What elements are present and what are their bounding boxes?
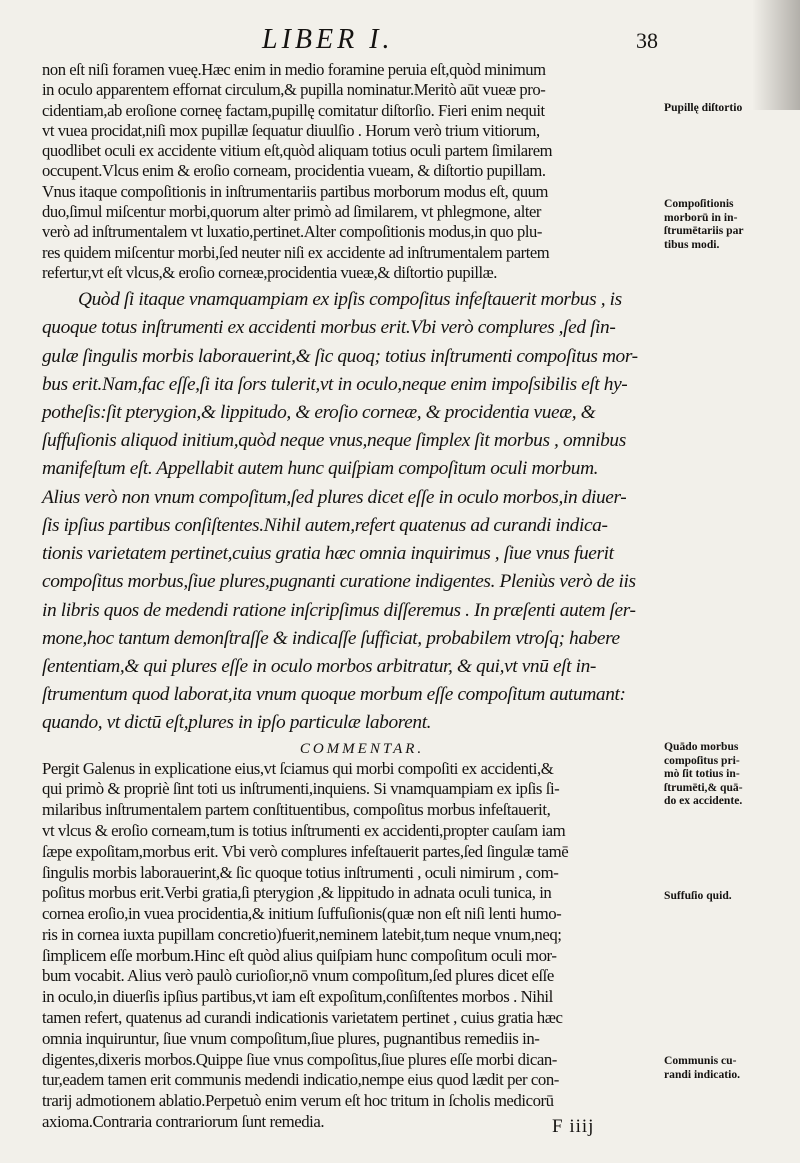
main-text-block [42,60,662,1133]
text-line: poſitus morbus erit.Verbi gratia,ſi pterygion ,& lippitudo in adnata oculi tunica, in [42,883,552,903]
margin-note-line: Quādo morbus [664,740,739,753]
text-line: vt vuea procidat,niſi mox pupillæ ſequatur diuulſio . Horum verò trium vitiorum, [42,120,540,140]
text-line: in oculo,in diuerſis ipſius partibus,vt iam eſt expoſitum,conſiſtentes morbos . Nihil [42,987,553,1007]
commentary-heading: COMMENTAR. [299,740,425,757]
margin-note-line: Compoſitionis [664,197,734,210]
text-line: gulæ ſingulis morbis laborauerint,& ſic quoq; totius inſtrumenti compoſitus mor- [42,345,638,367]
text-line: in libris quos de medendi ratione inſcripſimus diſſeremus . In præſenti autem ſer- [42,599,636,621]
text-line: vt vlcus & eroſio corneam,tum is totius inſtrumenti ex accidenti,propter cauſam iam [42,820,566,840]
margin-note-line: Communis cu- [664,1054,737,1067]
margin-note-suffusion [664,889,796,903]
text-line: cornea eroſio,in vuea procidentia,& initium ſuffuſionis(quæ non eſt niſi lenti humo- [42,904,562,924]
margin-note-line: Suffuſio quid. [664,889,732,902]
page-header [0,22,800,62]
text-line: manifeſtum eſt. Appellabit autem hunc quiſpiam compoſitum oculi morbum. [42,458,599,480]
folio-number: 38 [636,28,658,53]
text-line: ſtrumentum quod laborat,ita vnum quoque morbum eſſe compoſitum autumant: [42,684,626,706]
text-line: digentes,dixeris morbos.Quippe ſiue vnus compoſitus,ſiue plures eſſe morbi dican- [42,1049,557,1069]
text-line: tamen refert, quatenus ad curandi indicationis varietatem pertinet , cuius gratia hæc [42,1008,563,1028]
text-line: milaribus inſtrumentalem partem conſtituentibus, compoſitus morbus infeſtauerit, [42,800,551,820]
text-line: bus erit.Nam,fac eſſe,ſi ita ſors tulerit,vt in oculo,neque enim impoſsibilis eſt hy- [42,373,628,395]
paragraph-galen-italic [42,286,662,737]
margin-note-line: Pupillę diſtortio [664,101,743,114]
margin-note-composition-modes [664,197,796,251]
margin-note-line: morborū in in- [664,210,738,224]
text-line: res quidem miſcentur morbi,ſed neuter niſi ex accidente ad inſtrumentalem partem [42,242,550,262]
paragraph-roman [42,60,662,283]
text-line: ſimplicem eſſe morbum.Hinc eſt quòd alius quiſpiam hunc compoſitum oculi mor- [42,945,557,965]
margin-note-line: ſtrumēti,& quā- [664,780,743,794]
text-line: Pergit Galenus in explicatione eius,vt ſciamus qui morbi compoſiti ex accidenti,& [42,758,554,778]
margin-note-pupil-distortion [664,101,796,115]
paragraph-commentary [42,759,662,1133]
running-title: LIBER I. [262,24,394,55]
text-line: ſingulis morbis laborauerint,& ſic quoque totius inſtrumenti , oculi nimirum , com- [42,862,559,882]
text-line: Alius verò non vnum compoſitum,ſed plures dicet eſſe in oculo morbos,in diuer- [42,486,627,508]
text-line: in oculo apparentem effornat circulum,& pupilla nominatur.Meritò aūt vueæ pro- [42,80,546,100]
text-line: quando, vt dictū eſt,plures in ipſo particulæ laborent. [42,712,432,734]
text-line: cidentiam,ab eroſione corneę factam,pupillę comitatur diſtorſio. Fieri enim nequit [42,100,545,120]
text-line: axioma.Contraria contrariorum ſunt remedia. [42,1112,325,1132]
text-line: Quòd ſi itaque vnamquampiam ex ipſis compoſitus infeſtauerit morbus , is [78,289,622,311]
margin-note-line: do ex accidente. [664,794,743,807]
margin-note-common-indication [664,1054,796,1081]
text-line: ſæpe expoſitam,morbus erit. Vbi verò complures infeſtauerit partes,ſed ſingulæ tamē [42,841,569,861]
margin-note-line: mò ſit totius in- [664,767,740,780]
text-line: non eſt niſi foramen vueę.Hæc enim in medio foramine peruia eſt,quòd minimum [42,60,546,79]
text-line: bum vocabit. Alius verò paulò curioſior,nō vnum compoſitum,ſed plures dicet eſſe [42,966,554,986]
margin-note-line: compoſitus pri- [664,753,740,767]
margin-note-line: randi indicatio. [664,1067,741,1081]
text-line: omnia inquiruntur, ſiue vnum compoſitum,ſiue plures, pugnantibus remediis in- [42,1028,540,1048]
text-line: ſententiam,& qui plures eſſe in oculo morbos arbitratur, & qui,vt vnū eſt in- [42,655,596,677]
text-line: tur,eadem tamen erit communis medendi indicatio,nempe eius quod lædit per con- [42,1070,559,1090]
text-line: refertur,vt eſt vlcus,& eroſio corneæ,procidentia vueæ,& diſtortio pupillæ. [42,262,497,282]
text-line: ſuffuſionis aliquod initium,quòd neque vnus,neque ſimplex ſit morbus , omnibus [42,430,626,452]
signature-mark: F iiij [552,1116,595,1137]
margin-note-composite-disease [664,740,796,808]
margin-note-line: tibus modi. [664,237,720,251]
text-line: verò ad inſtrumentalem vt luxatio,pertinet.Alter compoſitionis modus,in quo plu- [42,222,542,242]
text-line: occupent.Vlcus enim & eroſio corneam, procidentia vueam, & diſtortio pupillam. [42,161,546,181]
text-line: compoſitus morbus,ſiue plures,pugnanti curatione indigentes. Pleniùs verò de iis [42,571,636,593]
text-line: quoque totus inſtrumenti ex accidenti morbus erit.Vbi verò complures ,ſed ſin- [42,317,616,339]
text-line: quodlibet oculi ex accidente vitium eſt,quòd aliquam totius oculi partem ſimilarem [42,141,553,161]
text-line: duo,ſimul miſcentur morbi,quorum alter primò ad ſimilarem, vt phlegmone, alter [42,202,542,222]
text-line: ſis ipſius partibus conſiſtentes.Nihil autem,refert quatenus ad curandi indica- [42,514,608,536]
text-line: mone,hoc tantum demonſtraſſe & indicaſſe ſufficiat, probabilem vtroſq; habere [42,627,620,649]
text-line: potheſis:ſit pterygion,& lippitudo, & eroſio corneæ, & procidentia vueæ, & [42,402,596,424]
text-line: qui primò & propriè ſint toti us inſtrumenti,inquiens. Si vnamquampiam ex ipſis ſi- [42,779,560,799]
text-line: trarij admotionem ablatio.Perpetuò enim verum eſt hoc tritum in ſcholis medicorū [42,1091,554,1111]
text-line: tionis varietatem pertinet,cuius gratia hæc omnia inquirimus , ſiue vnus fuerit [42,543,614,565]
text-line: Vnus itaque compoſitionis in inſtrumentariis partibus morborum modus eſt, quum [42,181,548,201]
margin-note-line: ſtrumētariis par [664,224,744,237]
text-line: ris in cornea iuxta pupillam concretio)fuerit,neminem latebit,tum neque vnum,neq; [42,924,562,944]
